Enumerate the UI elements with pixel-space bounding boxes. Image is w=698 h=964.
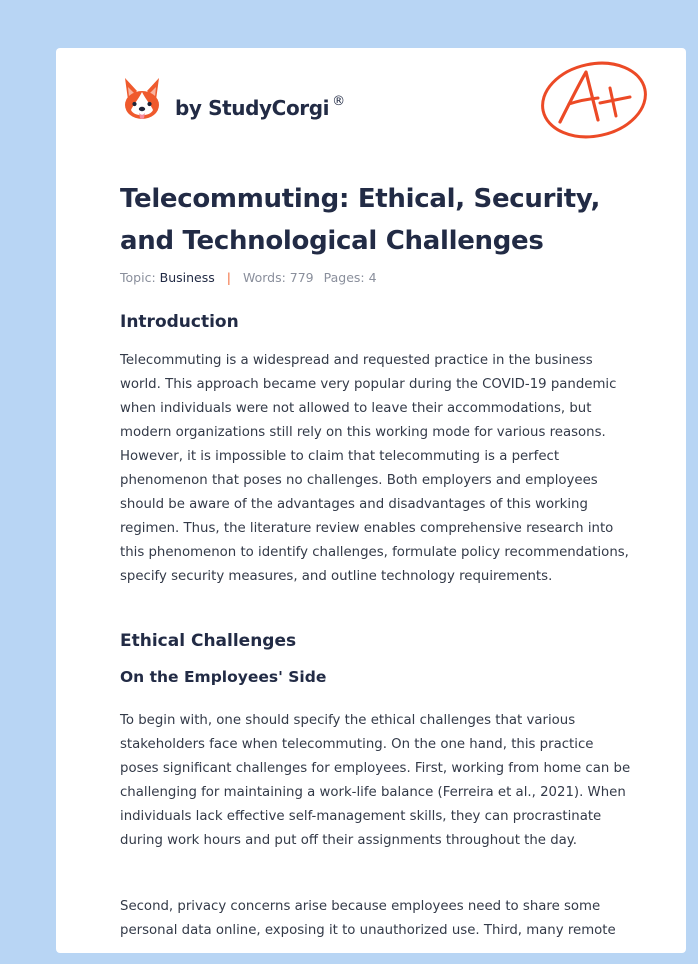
ethical-paragraph-1: To begin with, one should specify the ethical challenges that various stakeholders face when telecommuting. On the one hand, this practice poses significant challenges for employees. First, working from home can be challenging for maintaining a work-life balance (Ferreira et al., 2021). When individuals lack effective self-management skills, they can procrastinate during work hours and put off their assignments throughout the day. xyxy=(120,713,631,848)
corgi-head-icon xyxy=(122,76,162,122)
document-card xyxy=(56,48,686,953)
ethical-paragraph-2: Second, privacy concerns arise because employees need to share some personal data online, exposing it to unauthorized use. Third, many remote xyxy=(120,899,616,938)
meta-separator: | xyxy=(226,270,231,285)
topic-label: Topic: xyxy=(120,270,156,285)
studycorgi-logo[interactable] xyxy=(122,76,345,122)
a-plus-stamp-icon xyxy=(538,58,650,142)
page-count: Pages: 4 xyxy=(323,270,377,285)
word-count: Words: 779 xyxy=(242,270,314,285)
introduction-paragraph: Telecommuting is a widespread and requested practice in the business world. This approach became very popular during the COVID-19 pandemic when individuals were not allowed to leave their accommodations, but modern organizations still rely on this working mode for various reasons. However, it is impossible to claim that telecommuting is a perfect phenomenon that poses no challenges. Both employers and employees should be aware of the advantages and disadvantages of this working regimen. Thus, the literature review enables comprehensive research into this phenomenon to identify challenges, formulate policy recommendations, specify security measures, and outline technology requirements. xyxy=(120,353,629,584)
article-meta xyxy=(120,270,377,285)
ethical-challenges-heading: Ethical Challenges xyxy=(120,631,297,651)
brand-name: by StudyCorgi ® xyxy=(175,94,345,120)
employees-side-subheading: On the Employees' Side xyxy=(120,668,327,686)
introduction-heading: Introduction xyxy=(120,312,239,332)
article-title: Telecommuting: Ethical, Security, and Technological Challenges xyxy=(120,184,601,256)
registered-mark: ® xyxy=(332,94,345,109)
topic-link[interactable]: Business xyxy=(159,270,215,285)
